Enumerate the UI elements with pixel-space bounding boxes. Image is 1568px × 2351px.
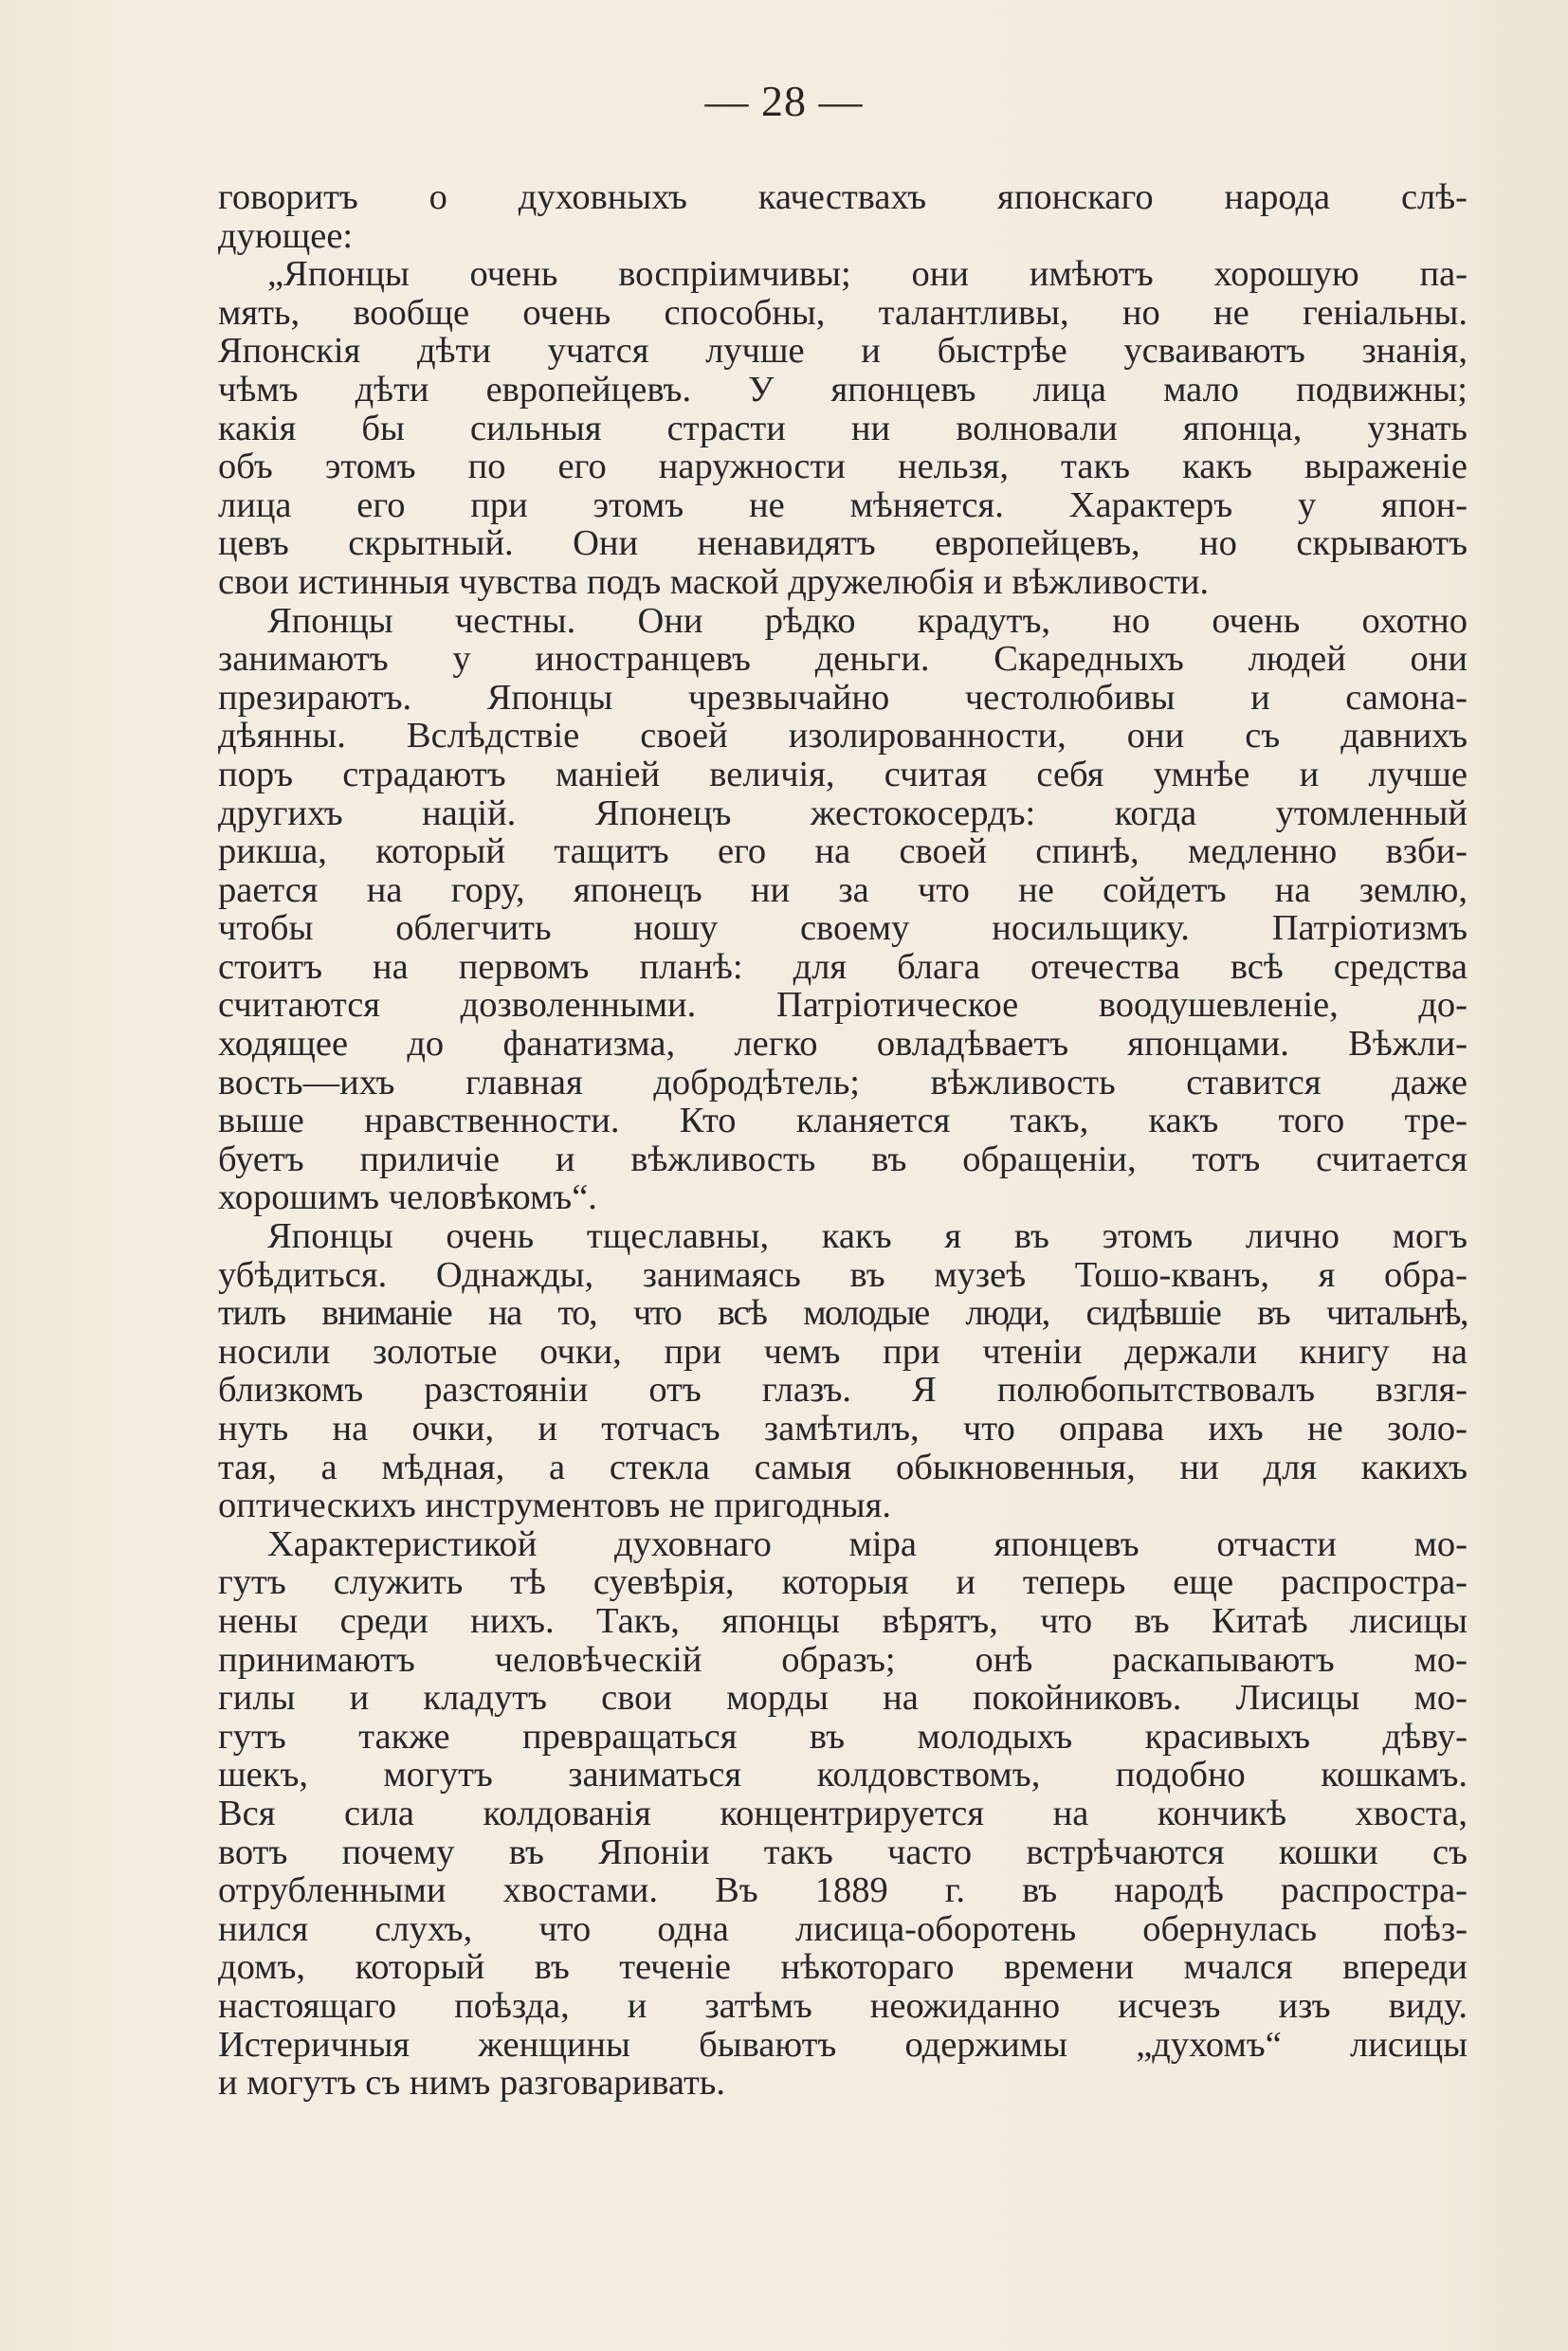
text-line: занимаютъ у иностранцевъ деньги. Скаредныхъ людей они <box>218 639 1468 680</box>
text-line: хорошимъ человѣкомъ“. <box>218 1177 597 1218</box>
text-line: гилы и кладутъ свои морды на покойниковъ. Лисицы мо- <box>218 1678 1468 1719</box>
text-line: Вся сила колдованія концентрируется на кончикѣ хвоста, <box>218 1793 1468 1833</box>
text-line: убѣдиться. Однажды, занимаясь въ музеѣ Тошо-кванъ, я обра- <box>218 1254 1468 1295</box>
text-line: настоящаго поѣзда, и затѣмъ неожиданно исчезъ изъ виду. <box>218 1985 1468 2026</box>
text-line: носили золотые очки, при чемъ при чтеніи держали книгу на <box>218 1331 1468 1372</box>
text-line: оптическихъ инструментовъ не пригодныя. <box>218 1485 891 1526</box>
text-line: рается на гору, японецъ ни за что не сойдетъ на землю, <box>218 869 1468 910</box>
text-line: дѣянны. Вслѣдствіе своей изолированности, они съ давнихъ <box>218 716 1468 756</box>
text-line: тилъ вниманіе на то, что всѣ молодые люди, сидѣвшіе въ читальнѣ, <box>218 1293 1468 1334</box>
text-line: Характеристикой духовнаго міра японцевъ отчасти мо- <box>267 1523 1468 1564</box>
paragraph <box>218 178 1468 255</box>
text-line: стоитъ на первомъ планѣ: для блага отечества всѣ средства <box>218 946 1468 987</box>
text-line: чтобы облегчить ношу своему носильщику. Патріотизмъ <box>218 908 1468 949</box>
text-line: отрубленными хвостами. Въ 1889 г. въ народѣ распростра- <box>218 1870 1468 1911</box>
main-text <box>218 178 1468 2103</box>
text-line: Истеричныя женщины бываютъ одержимы „духомъ“ лисицы <box>218 2024 1468 2065</box>
text-line: гутъ служить тѣ суевѣрія, которыя и теперь еще распростра- <box>218 1562 1468 1603</box>
text-line: считаются дозволенными. Патріотическое воодушевленіе, до- <box>218 985 1468 1026</box>
paragraph <box>218 255 1468 601</box>
text-line: чѣмъ дѣти европейцевъ. У японцевъ лица мало подвижны; <box>218 369 1468 410</box>
text-line: презираютъ. Японцы чрезвычайно честолюбивы и самона- <box>218 677 1468 718</box>
text-line: вость—ихъ главная добродѣтель; вѣжливость ставится даже <box>218 1062 1468 1103</box>
text-line: буетъ приличіе и вѣжливость въ обращеніи, тотъ считается <box>218 1139 1468 1179</box>
paragraph <box>218 1217 1468 1525</box>
text-line: выше нравственности. Кто кланяется такъ, какъ того тре- <box>218 1101 1468 1141</box>
text-line: Японцы честны. Они рѣдко крадутъ, но очень охотно <box>267 600 1468 641</box>
text-line: свои истинныя чувства подъ маской дружелюбія и вѣжливости. <box>218 561 1210 602</box>
text-line: нуть на очки, и тотчасъ замѣтилъ, что оправа ихъ не золо- <box>218 1409 1468 1449</box>
text-line: домъ, который въ теченіе нѣкотораго времени мчался впереди <box>218 1947 1468 1988</box>
text-line: мять, вообще очень способны, талантливы, но не геніальны. <box>218 292 1468 333</box>
text-line: близкомъ разстояніи отъ глазъ. Я полюбопытствовалъ взгля- <box>218 1370 1468 1411</box>
text-line: нены среди нихъ. Такъ, японцы вѣрятъ, что въ Китаѣ лисицы <box>218 1600 1468 1641</box>
text-line: принимаютъ человѣческій образъ; онѣ раскапываютъ мо- <box>218 1639 1468 1680</box>
text-line: говоритъ о духовныхъ качествахъ японскаго народа слѣ- <box>218 177 1468 217</box>
text-line: и могутъ съ нимъ разговаривать. <box>218 2063 725 2104</box>
text-line: „Японцы очень воспріимчивы; они имѣютъ хорошую па- <box>267 254 1468 295</box>
paragraph <box>218 1525 1468 2103</box>
text-line: поръ страдаютъ маніей величія, считая себя умнѣе и лучше <box>218 754 1468 794</box>
text-line: какія бы сильныя страсти ни волновали японца, узнать <box>218 408 1468 448</box>
text-line: цевъ скрытный. Они ненавидятъ европейцевъ, но скрываютъ <box>218 523 1468 564</box>
text-line: Японцы очень тщеславны, какъ я въ этомъ лично могъ <box>267 1216 1468 1257</box>
text-line: другихъ націй. Японецъ жестокосердъ: когда утомленный <box>218 793 1468 833</box>
text-line: ходящее до фанатизма, легко овладѣваетъ японцами. Вѣжли- <box>218 1024 1468 1065</box>
text-line: объ этомъ по его наружности нельзя, такъ какъ выраженіе <box>218 447 1468 487</box>
text-line: тая, а мѣдная, а стекла самыя обыкновенныя, ни для какихъ <box>218 1447 1468 1487</box>
text-line: нился слухъ, что одна лисица-оборотень обернулась поѣз- <box>218 1908 1468 1949</box>
paragraph <box>218 602 1468 1218</box>
page-number: — 28 — <box>704 77 864 125</box>
text-line: дующее: <box>218 215 354 256</box>
text-line: Японскія дѣти учатся лучше и быстрѣе усваиваютъ знанія, <box>218 331 1468 372</box>
text-line: лица его при этомъ не мѣняется. Характеръ у япон- <box>218 484 1468 525</box>
text-line: шекъ, могутъ заниматься колдовствомъ, подобно кошкамъ. <box>218 1755 1468 1795</box>
text-line: вотъ почему въ Японіи такъ часто встрѣчаются кошки съ <box>218 1832 1468 1872</box>
text-line: гутъ также превращаться въ молодыхъ красивыхъ дѣву- <box>218 1716 1468 1757</box>
text-line: рикша, который тащитъ его на своей спинѣ, медленно взби- <box>218 831 1468 872</box>
